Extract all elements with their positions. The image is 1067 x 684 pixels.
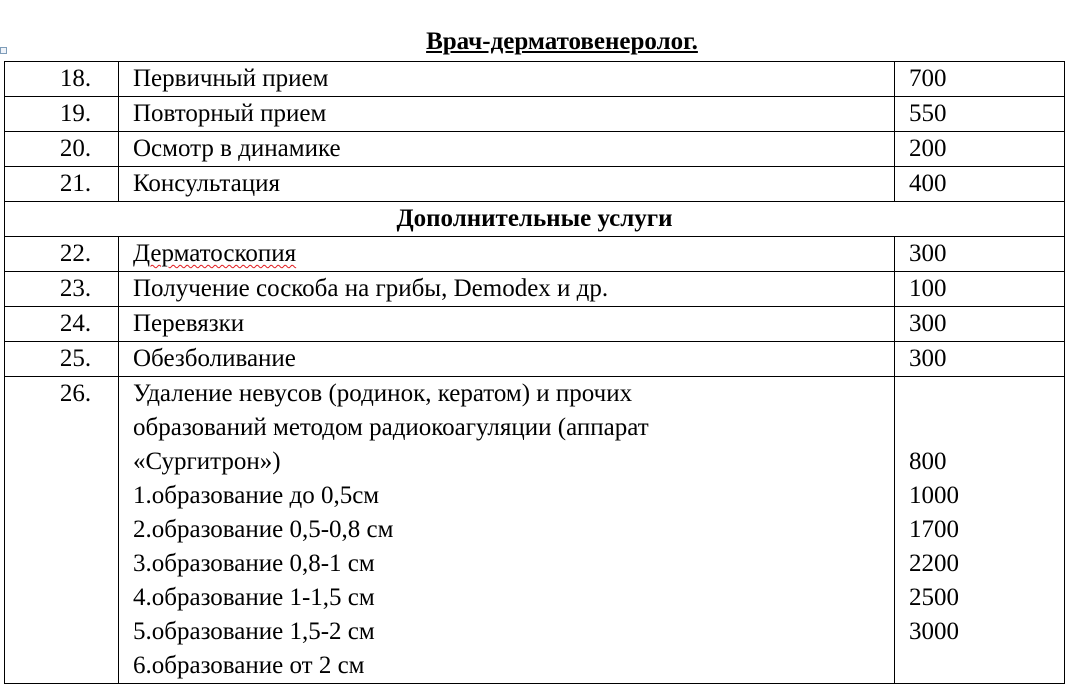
row-number: 19. xyxy=(5,97,119,132)
size-price: 1700 xyxy=(909,516,959,543)
table-row xyxy=(5,97,1065,132)
table-row xyxy=(5,272,1065,307)
description-line: «Сургитрон») xyxy=(133,448,281,475)
service-name: Перевязки xyxy=(119,307,895,342)
service-name: Консультация xyxy=(119,167,895,202)
service-prices xyxy=(895,377,1065,684)
service-price: 200 xyxy=(895,132,1065,167)
table-row xyxy=(5,237,1065,272)
table-row xyxy=(5,377,1065,684)
size-price: 800 xyxy=(909,448,947,475)
size-item: 5.образование 1,5-2 см xyxy=(133,618,375,645)
size-price: 3000 xyxy=(909,618,959,645)
table-row xyxy=(5,62,1065,97)
price-table xyxy=(4,61,1065,684)
size-item: 1.образование до 0,5см xyxy=(133,482,380,509)
service-price: 550 xyxy=(895,97,1065,132)
row-number: 22. xyxy=(5,237,119,272)
size-price: 2500 xyxy=(909,584,959,611)
row-number: 24. xyxy=(5,307,119,342)
service-name: Получение соскоба на грибы, Demodex и др. xyxy=(119,272,895,307)
size-item: 4.образование 1-1,5 см xyxy=(133,584,375,611)
table-row xyxy=(5,132,1065,167)
service-name: Повторный прием xyxy=(119,97,895,132)
service-name: Дерматоскопия xyxy=(119,237,895,272)
service-name: Первичный прием xyxy=(119,62,895,97)
service-price: 300 xyxy=(895,237,1065,272)
service-name: Обезболивание xyxy=(119,342,895,377)
size-item: 3.образование 0,8-1 см xyxy=(133,550,375,577)
row-number: 21. xyxy=(5,167,119,202)
size-price: 1000 xyxy=(909,482,959,509)
document-title: Врач-дерматовенеролог. xyxy=(426,28,698,55)
description-line: Удаление невусов (родинок, кератом) и прочих xyxy=(133,380,633,407)
table-row xyxy=(5,307,1065,342)
table-row xyxy=(5,342,1065,377)
service-name: Осмотр в динамике xyxy=(119,132,895,167)
section-header-row xyxy=(5,202,1065,237)
row-number: 26. xyxy=(5,377,119,684)
service-description xyxy=(119,377,895,684)
service-price: 700 xyxy=(895,62,1065,97)
size-price: 2200 xyxy=(909,550,959,577)
row-number: 23. xyxy=(5,272,119,307)
section-title: Дополнительные услуги xyxy=(5,202,1065,237)
row-number: 18. xyxy=(5,62,119,97)
row-number: 20. xyxy=(5,132,119,167)
size-item: 6.образование от 2 см xyxy=(133,652,365,679)
service-price: 300 xyxy=(895,342,1065,377)
description-line: образований методом радиокоагуляции (аппарат xyxy=(133,414,649,441)
size-item: 2.образование 0,5-0,8 см xyxy=(133,516,394,543)
row-number: 25. xyxy=(5,342,119,377)
service-price: 100 xyxy=(895,272,1065,307)
service-price: 400 xyxy=(895,167,1065,202)
table-row xyxy=(5,167,1065,202)
service-price: 300 xyxy=(895,307,1065,342)
